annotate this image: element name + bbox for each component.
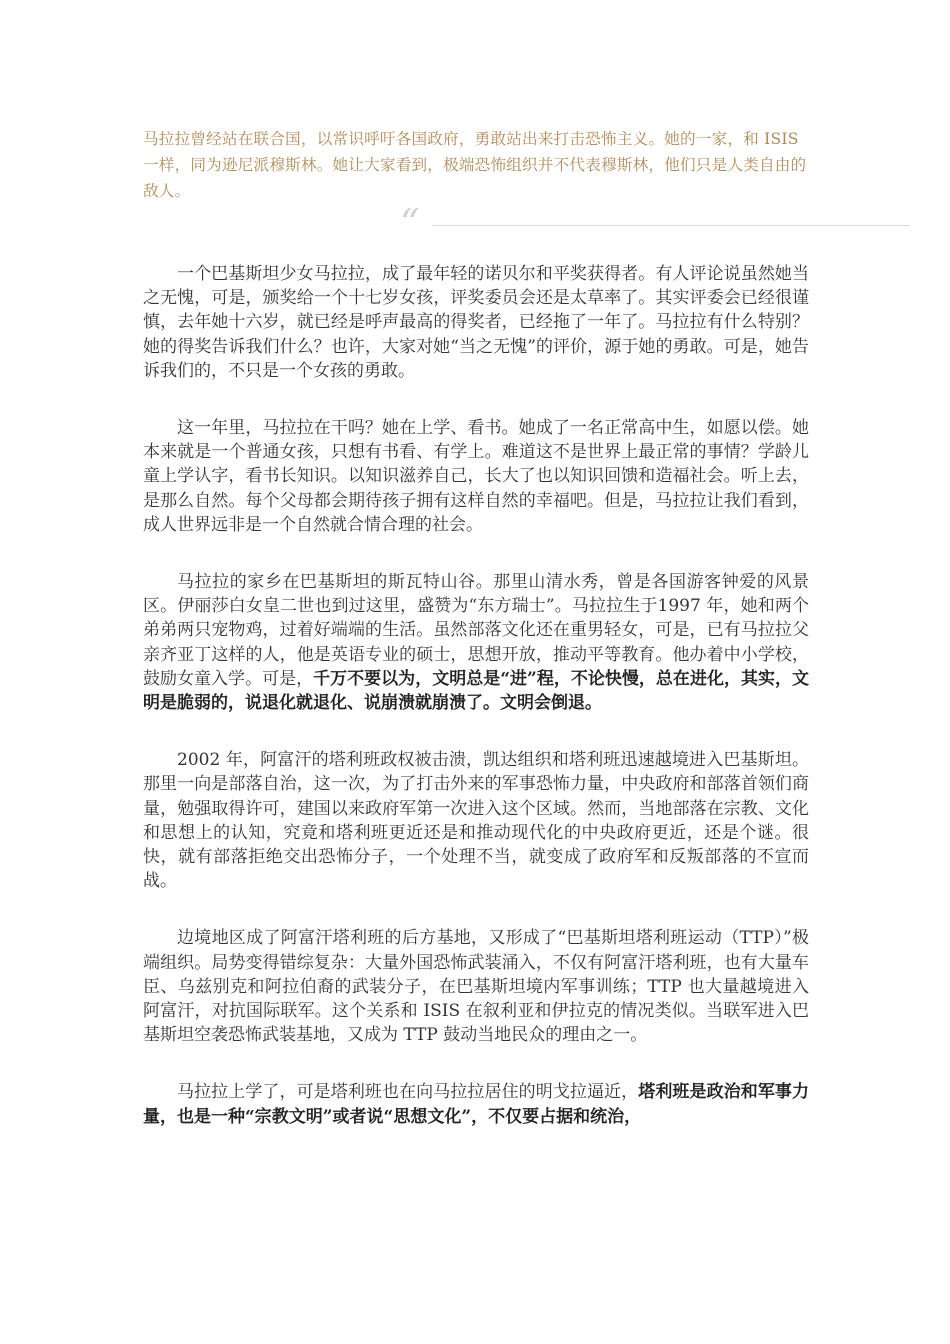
- paragraph-4: 2002 年，阿富汗的塔利班政权被击溃，凯达组织和塔利班迅速越境进入巴基斯坦。那里一向是部落自治，这一次，为了打击外来的军事恐怖力量，中央政府和部落首领们商量，勉强取得许可，建国以来政府军第一次进入这个区域。然而，当地部落在宗教、文化和思想上的认知，究竟和塔利班更近还是和推动现代化的中央政府更近，还是个谜。很快，就有部落拒绝交出恐怖分子，一个处理不当，就变成了政府军和反叛部落的不宣而战。: [143, 750, 809, 892]
- article-body: [143, 262, 809, 1162]
- paragraph-3: 马拉拉的家乡在巴基斯坦的斯瓦特山谷。那里山清水秀，曾是各国游客钟爱的风景区。伊丽莎白女皇二世也到过这里，盛赞为“东方瑞士”。马拉拉生于1997 年，她和两个弟弟两只宠物鸡，过着好端端的生活。虽然部落文化还在重男轻女，可是，已有马拉拉父亲齐亚丁这样的人，他是英语专业的硕士，思想开放，推动平等教育。他办着中小学校，鼓励女童入学。可是，千万不要以为，文明总是“进”程，不论快慢，总在进化，其实，文明是脆弱的，说退化就退化、说崩溃就崩溃了。文明会倒退。: [143, 572, 810, 714]
- quote-divider: [400, 201, 910, 245]
- paragraph-6: 马拉拉上学了，可是塔利班也在向马拉拉居住的明戈拉逼近，塔利班是政治和军事力量，也是一种“宗教文明”或者说“思想文化”，不仅要占据和统治，: [143, 1082, 809, 1127]
- paragraph-6-emphasis: 塔利班是政治和军事力量，也是一种“宗教文明”或者说“思想文化”，不仅要占据和统治，: [143, 1082, 809, 1127]
- paragraph-1: 一个巴基斯坦少女马拉拉，成了最年轻的诺贝尔和平奖获得者。有人评论说虽然她当之无愧，可是，颁奖给一个十七岁女孩，评奖委员会还是太草率了。其实评委会已经很谨慎，去年她十六岁，就已经是呼声最高的得奖者，已经拖了一年了。马拉拉有什么特别？她的得奖告诉我们什么？也许，大家对她“当之无愧”的评价，源于她的勇敢。可是，她告诉我们的，不只是一个女孩的勇敢。: [143, 264, 809, 381]
- paragraph-5: 边境地区成了阿富汗塔利班的后方基地，又形成了“巴基斯坦塔利班运动（TTP）”极端组织。局势变得错综复杂：大量外国恐怖武装涌入，不仅有阿富汗塔利班，也有大量车臣、乌兹别克和阿拉伯裔的武装分子，在巴基斯坦境内军事训练；TTP 也大量越境进入阿富汗，对抗国际联军。这个关系和 ISIS 在叙利亚和伊拉克的情况类似。当联军进入巴基斯坦空袭恐怖武装基地，又成为 TTP 鼓动当地民众的理由之一。: [143, 928, 809, 1046]
- divider-line: [432, 225, 910, 226]
- paragraph-3-emphasis: 千万不要以为，文明总是“进”程，不论快慢，总在进化，其实，文明是脆弱的，说退化就退化、说崩溃就崩溃了。文明会倒退。: [143, 668, 810, 714]
- quote-mark-icon: “: [400, 201, 420, 245]
- lead-quote: 马拉拉曾经站在联合国，以常识呼吁各国政府，勇敢站出来打击恐怖主义。她的一家，和 ISIS 一样，同为逊尼派穆斯林。她让大家看到，极端恐怖组织并不代表穆斯林，他们只是人类自由的敌人。: [143, 130, 807, 200]
- paragraph-2: 这一年里，马拉拉在干吗？她在上学、看书。她成了一名正常高中生，如愿以偿。她本来就是一个普通女孩，只想有书看、有学上。难道这不是世界上最正常的事情？学龄儿童上学认字，看书长知识。以知识滋养自己，长大了也以知识回馈和造福社会。听上去，是那么自然。每个父母都会期待孩子拥有这样自然的幸福吧。但是，马拉拉让我们看到，成人世界远非是一个自然就合情合理的社会。: [143, 418, 809, 535]
